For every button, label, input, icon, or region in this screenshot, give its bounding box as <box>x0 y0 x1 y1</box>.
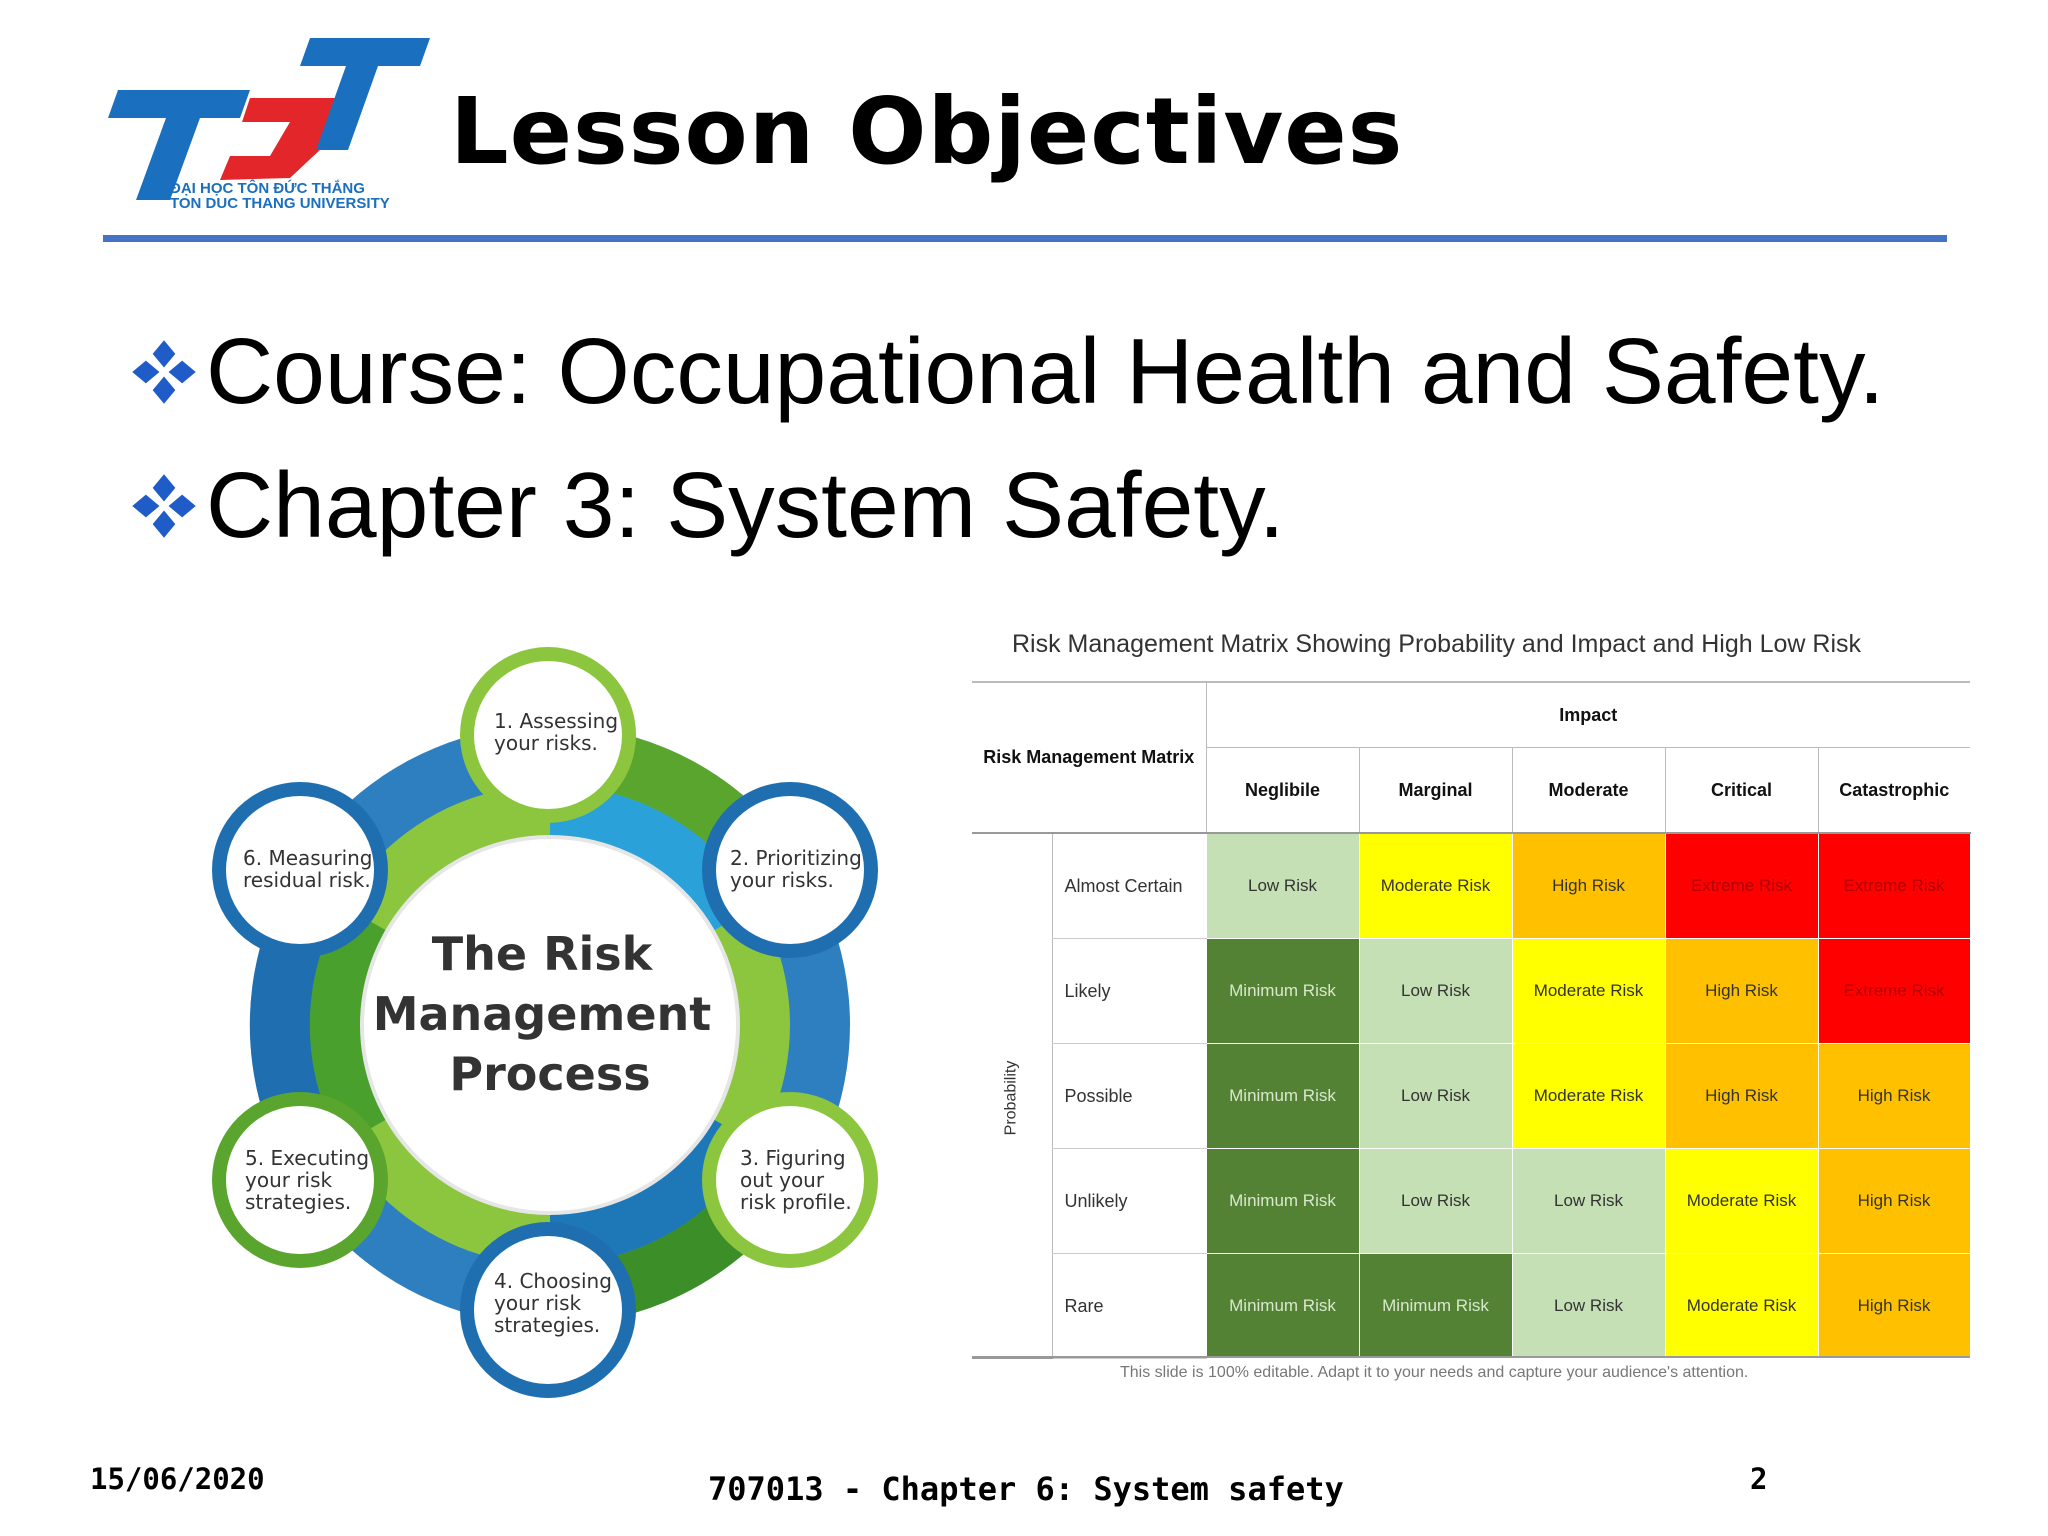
probability-row-label: Rare <box>1052 1254 1206 1359</box>
risk-cell: Minimum Risk <box>1359 1254 1512 1359</box>
risk-cell: Minimum Risk <box>1206 1044 1359 1149</box>
impact-column-header: Catastrophic <box>1818 748 1970 834</box>
risk-cell: Moderate Risk <box>1512 1044 1665 1149</box>
risk-cell: Extreme Risk <box>1818 833 1970 939</box>
risk-cell: Low Risk <box>1206 833 1359 939</box>
slide-title: Lesson Objectives <box>450 78 1404 185</box>
center-line-2: Management <box>372 987 712 1041</box>
university-logo <box>100 30 430 210</box>
svg-text:3. Figuring out your: 3. Figuring out your risk profile. <box>740 1146 852 1214</box>
center-line-1: The Risk <box>431 927 653 981</box>
matrix-row <box>972 833 1970 939</box>
matrix-footnote: This slide is 100% editable. Adapt it to your needs and capture your audience's attention. <box>1120 1364 1749 1381</box>
probability-row-label: Almost Certain <box>1052 833 1206 939</box>
cycle-step-4 <box>460 1222 636 1398</box>
risk-cell: High Risk <box>1665 1044 1818 1149</box>
risk-management-process-diagram <box>200 640 930 1410</box>
svg-text:1. Assessing your risks.: 1. Assessing your risks. <box>494 709 619 755</box>
svg-text:6. Measuring residual ri: 6. Measuring residual risk. <box>243 846 373 892</box>
matrix-row <box>972 1149 1970 1254</box>
risk-cell: Low Risk <box>1512 1254 1665 1359</box>
impact-column-header: Marginal <box>1359 748 1512 834</box>
risk-cell: Extreme Risk <box>1665 833 1818 939</box>
svg-text:5. Executing your risk: 5. Executing your risk strategies. <box>245 1146 370 1214</box>
impact-label: Impact <box>1206 683 1970 748</box>
risk-cell: High Risk <box>1818 1044 1970 1149</box>
logo-line1: ĐẠI HỌC TÔN ĐỨC THẮNG <box>170 180 365 197</box>
risk-cell: Low Risk <box>1512 1149 1665 1254</box>
probability-row-label: Possible <box>1052 1044 1206 1149</box>
impact-column-header: Moderate <box>1512 748 1665 834</box>
cycle-step-3 <box>702 1092 878 1268</box>
risk-cell: High Risk <box>1665 939 1818 1044</box>
diamond-bullet-icon <box>130 472 198 540</box>
risk-matrix-table <box>972 683 1971 1359</box>
risk-cell: Minimum Risk <box>1206 1149 1359 1254</box>
impact-column-header: Neglibile <box>1206 748 1359 834</box>
bullet-course-text: Course: Occupational Health and Safety. <box>206 319 1885 423</box>
matrix-title: Risk Management Matrix Showing Probability and Impact and High Low Risk <box>1012 630 1861 658</box>
bullet-course <box>130 318 1884 425</box>
bullet-chapter-text: Chapter 3: System Safety. <box>206 453 1285 557</box>
risk-cell: High Risk <box>1512 833 1665 939</box>
matrix-impact-row <box>972 683 1970 748</box>
risk-cell: Moderate Risk <box>1359 833 1512 939</box>
diamond-bullet-icon <box>130 338 198 406</box>
svg-text:2. Prioritizing your ris: 2. Prioritizing your risks. <box>730 846 862 892</box>
svg-text:4. Choosing your risk: 4. Choosing your risk strategies. <box>494 1269 612 1337</box>
risk-cell: Moderate Risk <box>1512 939 1665 1044</box>
matrix-row <box>972 1254 1970 1359</box>
risk-cell: Extreme Risk <box>1818 939 1970 1044</box>
probability-row-label: Unlikely <box>1052 1149 1206 1254</box>
risk-cell: Moderate Risk <box>1665 1254 1818 1359</box>
cycle-step-6 <box>212 782 388 958</box>
risk-cell: Minimum Risk <box>1206 939 1359 1044</box>
risk-cell: Low Risk <box>1359 1044 1512 1149</box>
logo-line2: TON DUC THANG UNIVERSITY <box>170 195 390 210</box>
logo-mark <box>108 38 430 200</box>
cycle-step-5 <box>212 1092 388 1268</box>
matrix-bottom-rule <box>972 1356 1970 1358</box>
title-underline <box>103 235 1947 242</box>
cycle-step-2 <box>702 782 878 958</box>
matrix-corner-label: Risk Management Matrix <box>972 683 1206 833</box>
impact-column-header: Critical <box>1665 748 1818 834</box>
bullet-chapter <box>130 452 1285 559</box>
matrix-body <box>972 833 1970 1359</box>
risk-cell: Minimum Risk <box>1206 1254 1359 1359</box>
footer-date: 15/06/2020 <box>90 1462 265 1496</box>
probability-row-label: Likely <box>1052 939 1206 1044</box>
matrix-row <box>972 939 1970 1044</box>
risk-cell: Low Risk <box>1359 939 1512 1044</box>
risk-cell: Low Risk <box>1359 1149 1512 1254</box>
footer-course: 707013 - Chapter 6: System safety <box>708 1470 1344 1508</box>
probability-label-cell <box>972 833 1052 1359</box>
risk-cell: High Risk <box>1818 1149 1970 1254</box>
cycle-step-1 <box>460 647 636 823</box>
center-line-3: Process <box>449 1047 651 1101</box>
matrix-row <box>972 1044 1970 1149</box>
risk-cell: Moderate Risk <box>1665 1149 1818 1254</box>
page-number: 2 <box>1750 1462 1768 1496</box>
probability-label: Probability <box>1002 1060 1020 1135</box>
risk-cell: High Risk <box>1818 1254 1970 1359</box>
